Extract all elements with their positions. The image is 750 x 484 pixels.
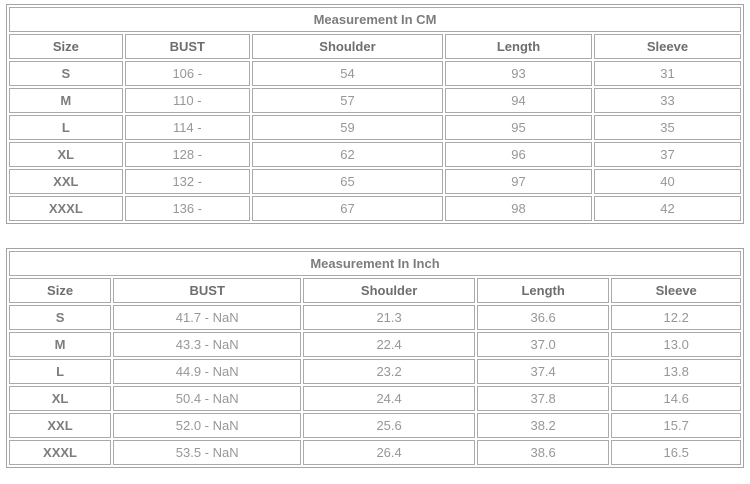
length-value: 37.4 [477, 359, 609, 384]
table-row-xxl [9, 413, 741, 438]
length-value: 37.8 [477, 386, 609, 411]
shoulder-value: 54 [252, 61, 443, 86]
bust-value: 41.7 - NaN [113, 305, 301, 330]
size-label: M [9, 88, 123, 113]
length-value: 93 [445, 61, 592, 86]
length-value: 98 [445, 196, 592, 221]
size-label: XXXL [9, 196, 123, 221]
sleeve-value: 37 [594, 142, 741, 167]
length-value: 36.6 [477, 305, 609, 330]
size-label: XL [9, 142, 123, 167]
table-row-m [9, 88, 741, 113]
sleeve-value: 40 [594, 169, 741, 194]
sleeve-value: 14.6 [611, 386, 741, 411]
column-header-sleeve: Sleeve [594, 34, 741, 59]
measurement-cm-table [6, 4, 744, 224]
column-header-shoulder: Shoulder [303, 278, 475, 303]
size-label: M [9, 332, 111, 357]
size-label: S [9, 61, 123, 86]
length-value: 38.2 [477, 413, 609, 438]
table-row-xxxl [9, 196, 741, 221]
shoulder-value: 21.3 [303, 305, 475, 330]
sleeve-value: 16.5 [611, 440, 741, 465]
column-header-length: Length [445, 34, 592, 59]
shoulder-value: 22.4 [303, 332, 475, 357]
bust-value: 114 - [125, 115, 250, 140]
shoulder-value: 24.4 [303, 386, 475, 411]
column-header-bust: BUST [113, 278, 301, 303]
column-header-row [9, 34, 741, 59]
sleeve-value: 35 [594, 115, 741, 140]
shoulder-value: 25.6 [303, 413, 475, 438]
table-row-xl [9, 386, 741, 411]
size-label: XXL [9, 169, 123, 194]
table-row-s [9, 305, 741, 330]
shoulder-value: 59 [252, 115, 443, 140]
sleeve-value: 15.7 [611, 413, 741, 438]
table-title-row [9, 7, 741, 32]
length-value: 37.0 [477, 332, 609, 357]
length-value: 96 [445, 142, 592, 167]
column-header-row [9, 278, 741, 303]
size-label: L [9, 115, 123, 140]
size-label: S [9, 305, 111, 330]
column-header-size: Size [9, 278, 111, 303]
sleeve-value: 42 [594, 196, 741, 221]
table-row-xxxl [9, 440, 741, 465]
length-value: 97 [445, 169, 592, 194]
size-label: L [9, 359, 111, 384]
table-row-s [9, 61, 741, 86]
bust-value: 136 - [125, 196, 250, 221]
sleeve-value: 33 [594, 88, 741, 113]
table-row-l [9, 115, 741, 140]
shoulder-value: 62 [252, 142, 443, 167]
sleeve-value: 13.0 [611, 332, 741, 357]
bust-value: 50.4 - NaN [113, 386, 301, 411]
shoulder-value: 23.2 [303, 359, 475, 384]
shoulder-value: 57 [252, 88, 443, 113]
bust-value: 110 - [125, 88, 250, 113]
table-title-inch: Measurement In Inch [9, 251, 741, 276]
shoulder-value: 65 [252, 169, 443, 194]
table-row-xxl [9, 169, 741, 194]
table-row-l [9, 359, 741, 384]
table-title-row [9, 251, 741, 276]
column-header-sleeve: Sleeve [611, 278, 741, 303]
bust-value: 53.5 - NaN [113, 440, 301, 465]
sleeve-value: 31 [594, 61, 741, 86]
measurement-inch-table [6, 248, 744, 468]
bust-value: 106 - [125, 61, 250, 86]
table-row-xl [9, 142, 741, 167]
column-header-bust: BUST [125, 34, 250, 59]
shoulder-value: 67 [252, 196, 443, 221]
bust-value: 43.3 - NaN [113, 332, 301, 357]
bust-value: 52.0 - NaN [113, 413, 301, 438]
bust-value: 44.9 - NaN [113, 359, 301, 384]
length-value: 94 [445, 88, 592, 113]
shoulder-value: 26.4 [303, 440, 475, 465]
length-value: 38.6 [477, 440, 609, 465]
size-label: XXL [9, 413, 111, 438]
sleeve-value: 12.2 [611, 305, 741, 330]
size-label: XL [9, 386, 111, 411]
sleeve-value: 13.8 [611, 359, 741, 384]
column-header-length: Length [477, 278, 609, 303]
column-header-size: Size [9, 34, 123, 59]
table-row-m [9, 332, 741, 357]
column-header-shoulder: Shoulder [252, 34, 443, 59]
bust-value: 128 - [125, 142, 250, 167]
size-label: XXXL [9, 440, 111, 465]
length-value: 95 [445, 115, 592, 140]
table-title-cm: Measurement In CM [9, 7, 741, 32]
bust-value: 132 - [125, 169, 250, 194]
